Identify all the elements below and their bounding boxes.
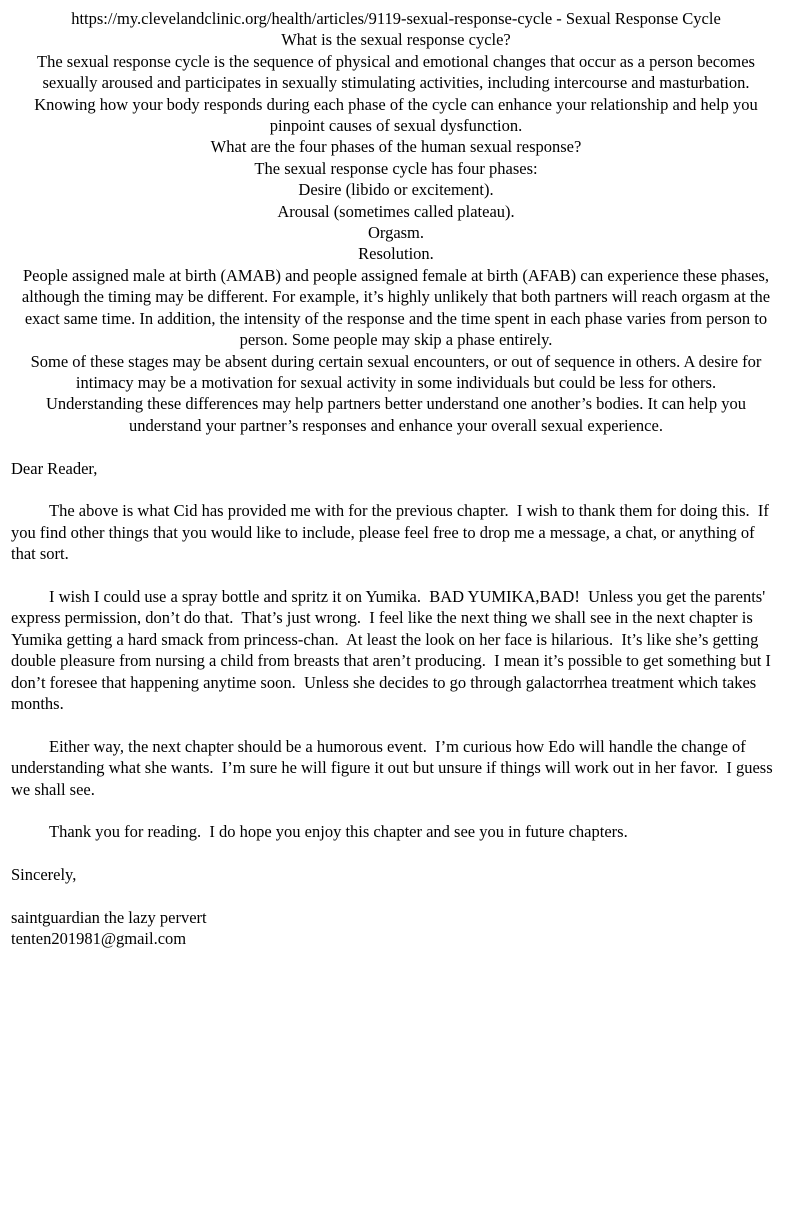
phase-item-orgasm: Orgasm. xyxy=(367,223,425,243)
article-section xyxy=(11,8,781,436)
letter-signature-name: saintguardian the lazy pervert xyxy=(11,907,207,927)
article-phases-intro: The sexual response cycle has four phases: xyxy=(254,158,538,178)
phase-item-desire: Desire (libido or excitement). xyxy=(298,180,494,200)
letter-paragraph-thank-you: Thank you for reading. I do hope you enjoy this chapter and see you in future chapters. xyxy=(49,822,628,842)
letter-paragraph-thanks: The above is what Cid has provided me with for the previous chapter. I wish to thank them for doing this. If you find other things that you would like to include, please feel free to drop me a message, a chat, or anything of that sort. xyxy=(11,501,774,564)
letter-paragraph-next-chapter: Either way, the next chapter should be a humorous event. I’m curious how Edo will handle the change of understanding what she wants. I’m sure he will figure it out but unsure if things will work out in her favor. I guess we shall see. xyxy=(11,736,777,799)
article-stages-paragraph: Some of these stages may be absent during certain sexual encounters, or out of sequence in others. A desire for intimacy may be a motivation for sexual activity in some individuals but could be less for others. xyxy=(30,351,766,392)
article-question-four-phases: What are the four phases of the human sexual response? xyxy=(210,137,582,157)
letter-closing: Sincerely, xyxy=(11,865,77,885)
letter-signature-block xyxy=(11,907,781,950)
article-overview-paragraph: The sexual response cycle is the sequence of physical and emotional changes that occur as a person becomes sexually aroused and participates in sexually stimulating activities, including intercourse and masturbation. Knowing how your body responds during each phase of the cycle can enhance your relationship and help you pinpoint causes of sexual dysfunction. xyxy=(34,51,762,136)
article-understanding-paragraph: Understanding these differences may help partners better understand one another’s bodies. It can help you understand your partner’s responses and enhance your overall sexual experience. xyxy=(46,394,751,435)
article-source-line: https://my.clevelandclinic.org/health/articles/9119-sexual-response-cycle - Sexual Response Cycle xyxy=(71,9,721,28)
article-question-what-is: What is the sexual response cycle? xyxy=(281,30,511,50)
letter-section xyxy=(11,458,781,950)
article-amab-paragraph: People assigned male at birth (AMAB) and people assigned female at birth (AFAB) can experience these phases, although the timing may be different. For example, it’s highly unlikely that both partners will reach orgasm at the exact same time. In addition, the intensity of the response and the time spent in each phase varies from person to person. Some people may skip a phase entirely. xyxy=(21,265,775,350)
phase-item-resolution: Resolution. xyxy=(358,244,434,264)
letter-paragraph-yumika: I wish I could use a spray bottle and spritz it on Yumika. BAD YUMIKA,BAD! Unless you get the parents' express permission, don’t do that. That’s just wrong. I feel like the next thing we shall see in the next chapter is Yumika getting a hard smack from princess-chan. At least the look on her face is hilarious. It’s like she’s getting double pleasure from nursing a child from breasts that aren’t producing. I mean it’s possible to get something but I don’t foresee that happening anytime soon. Unless she decides to go through galactorrhea treatment which takes months. xyxy=(11,586,776,713)
letter-salutation: Dear Reader, xyxy=(11,458,98,478)
letter-signature-email: tenten201981@gmail.com xyxy=(11,929,187,949)
phase-item-arousal: Arousal (sometimes called plateau). xyxy=(277,201,515,221)
